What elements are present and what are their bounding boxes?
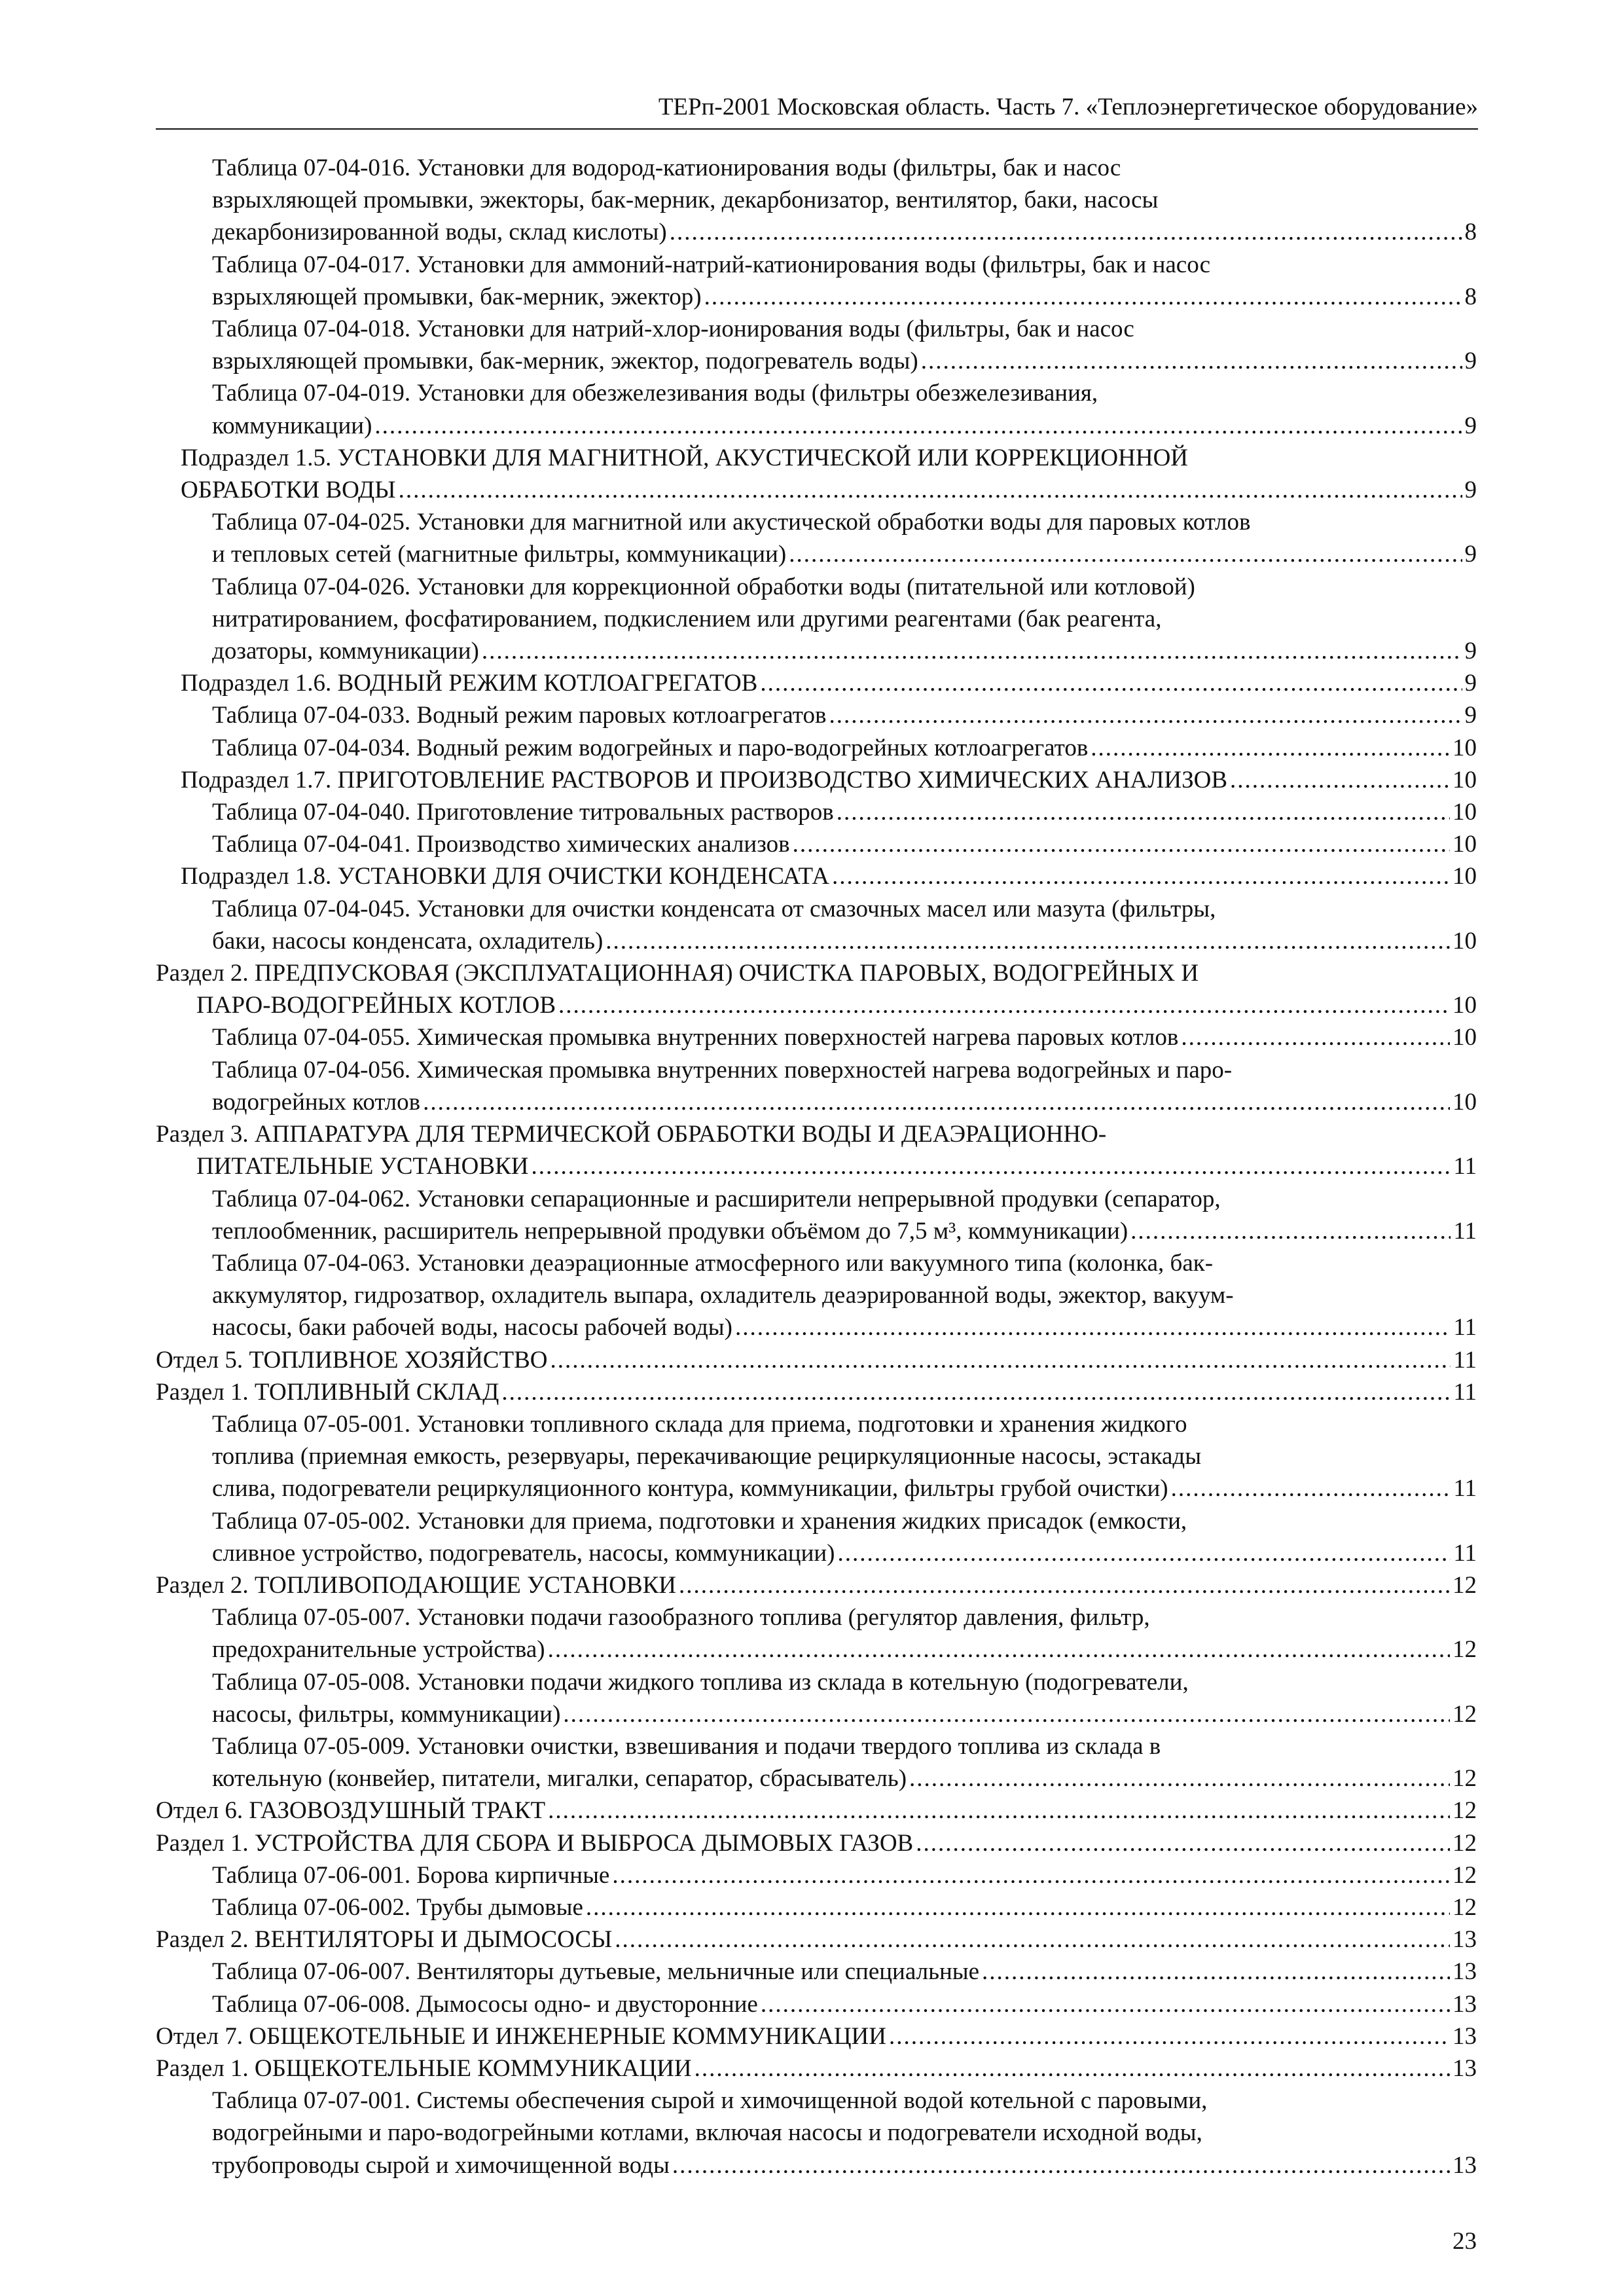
dot-leader <box>548 1795 1450 1827</box>
toc-entry-line: Подраздел 1.6. ВОДНЫЙ РЕЖИМ КОТЛОАГРЕГАТОВ <box>181 667 760 699</box>
toc-entry-line: Подраздел 1.5. УСТАНОВКИ ДЛЯ МАГНИТНОЙ, АКУСТИЧЕСКОЙ ИЛИ КОРРЕКЦИОННОЙ <box>181 444 1189 471</box>
toc-page-number: 12 <box>1450 1633 1477 1666</box>
toc-page-number: 13 <box>1450 2149 1477 2181</box>
toc-page-number: 11 <box>1451 1150 1477 1182</box>
dot-leader <box>501 1376 1451 1408</box>
dot-leader <box>837 796 1450 828</box>
toc-entry-line: Таблица 07-06-007. Вентиляторы дутьевые, мельничные или специальные <box>212 1956 982 1988</box>
toc-entry[interactable] <box>156 893 1477 957</box>
toc-page-number: 9 <box>1462 410 1477 442</box>
toc-page-number: 11 <box>1451 1537 1477 1569</box>
toc-page-number: 12 <box>1450 1827 1477 1859</box>
toc-entry-line: сливное устройство, подогреватель, насосы, коммуникации) <box>212 1537 838 1569</box>
toc-page-number: 12 <box>1450 1698 1477 1730</box>
toc-entry-line: Таблица 07-06-002. Трубы дымовые <box>212 1891 586 1923</box>
toc-entry-line: взрыхляющей промывки, бак-мерник, эжектор, подогреватель воды) <box>212 345 921 377</box>
dot-leader <box>838 1537 1451 1569</box>
dot-leader <box>1171 1472 1451 1504</box>
dot-leader <box>760 667 1462 699</box>
dot-leader <box>695 2052 1450 2085</box>
toc-page-number: 10 <box>1450 925 1477 957</box>
toc-entry-line: Таблица 07-04-034. Водный режим водогрейных и паро-водогрейных котлоагрегатов <box>212 732 1091 764</box>
toc-entry[interactable] <box>156 1730 1477 1795</box>
toc-entry-line: Таблица 07-05-002. Установки для приема, подготовки и хранения жидких присадок (емкости, <box>212 1507 1187 1535</box>
toc-entry-line: котельную (конвейер, питатели, мигалки, сепаратор, сбрасыватель) <box>212 1762 909 1795</box>
toc-entry[interactable] <box>156 1666 1477 1730</box>
toc-entry[interactable] <box>156 860 1477 892</box>
dot-leader <box>482 635 1462 667</box>
toc-entry[interactable] <box>156 796 1477 828</box>
toc-entry[interactable] <box>156 1247 1477 1344</box>
toc-entry-line: водогрейными и паро-водогрейными котлами, включая насосы и подогреватели исходной воды, <box>212 2119 1202 2147</box>
toc-entry[interactable] <box>156 1923 1477 1956</box>
toc-entry-line: Таблица 07-04-033. Водный режим паровых котлоагрегатов <box>212 699 829 731</box>
toc-page-number: 10 <box>1450 1086 1477 1118</box>
toc-page-number: 11 <box>1451 1215 1477 1247</box>
dot-leader <box>548 1633 1450 1666</box>
toc-page-number: 9 <box>1462 345 1477 377</box>
toc-entry-line: насосы, фильтры, коммуникации) <box>212 1698 563 1730</box>
toc-page-number: 10 <box>1450 989 1477 1021</box>
toc-entry[interactable] <box>156 1183 1477 1247</box>
toc-page-number: 10 <box>1450 764 1477 796</box>
toc-entry-line: дозаторы, коммуникации) <box>212 635 482 667</box>
toc-entry[interactable] <box>156 249 1477 313</box>
toc-entry-line: аккумулятор, гидрозатвор, охладитель выпара, охладитель деаэрированной воды, эжектор, вакуум- <box>212 1282 1234 1309</box>
toc-entry-line: Раздел 1. ОБЩЕКОТЕЛЬНЫЕ КОММУНИКАЦИИ <box>156 2052 695 2085</box>
dot-leader <box>916 1827 1450 1859</box>
toc-entry[interactable] <box>156 1408 1477 1505</box>
dot-leader <box>921 345 1462 377</box>
toc-entry-line: теплообменник, расширитель непрерывной продувки объёмом до 7,5 м³, коммуникации) <box>212 1215 1130 1247</box>
toc-entry-line: Таблица 07-05-008. Установки подачи жидкого топлива из склада в котельную (подогреватели, <box>212 1668 1189 1696</box>
toc-entry[interactable] <box>156 1118 1477 1182</box>
toc-page-number: 9 <box>1462 474 1477 506</box>
toc-entry-line: ОБРАБОТКИ ВОДЫ <box>181 474 399 506</box>
dot-leader <box>829 699 1462 731</box>
toc-page-number: 10 <box>1450 1021 1477 1053</box>
toc-entry[interactable] <box>156 1988 1477 2020</box>
toc-entry-line: Подраздел 1.7. ПРИГОТОВЛЕНИЕ РАСТВОРОВ И ПРОИЗВОДСТВО ХИМИЧЕСКИХ АНАЛИЗОВ <box>181 764 1230 796</box>
toc-entry[interactable] <box>156 1021 1477 1053</box>
dot-leader <box>672 2149 1450 2181</box>
toc-page-number: 10 <box>1450 732 1477 764</box>
dot-leader <box>423 1086 1450 1118</box>
toc-entry-line: Таблица 07-04-055. Химическая промывка внутренних поверхностей нагрева паровых котлов <box>212 1021 1181 1053</box>
toc-entry[interactable] <box>156 1956 1477 1988</box>
toc-entry[interactable] <box>156 1344 1477 1376</box>
toc-entry-line: Таблица 07-04-062. Установки сепарационные и расширители непрерывной продувки (сепаратор, <box>212 1185 1221 1212</box>
table-of-contents <box>156 152 1477 2181</box>
toc-entry-line: Раздел 2. ТОПЛИВОПОДАЮЩИЕ УСТАНОВКИ <box>156 1569 679 1601</box>
toc-page-number: 8 <box>1462 216 1477 248</box>
toc-entry-line: Отдел 7. ОБЩЕКОТЕЛЬНЫЕ И ИНЖЕНЕРНЫЕ КОММУНИКАЦИИ <box>156 2020 889 2052</box>
toc-entry[interactable] <box>156 667 1477 699</box>
toc-entry-line: Таблица 07-04-018. Установки для натрий-хлор-ионирования воды (фильтры, бак и насос <box>212 316 1134 343</box>
toc-entry[interactable] <box>156 571 1477 668</box>
toc-entry[interactable] <box>156 1859 1477 1891</box>
toc-entry-line: предохранительные устройства) <box>212 1633 548 1666</box>
toc-entry-line: трубопроводы сырой и химочищенной воды <box>212 2149 672 2181</box>
toc-entry-line: Подраздел 1.8. УСТАНОВКИ ДЛЯ ОЧИСТКИ КОНДЕНСАТА <box>181 860 832 892</box>
dot-leader <box>704 281 1462 313</box>
toc-page-number: 12 <box>1450 1891 1477 1923</box>
dot-leader <box>1181 1021 1450 1053</box>
toc-entry-line: Таблица 07-04-045. Установки для очистки конденсата от смазочных масел или мазута (фильтры, <box>212 895 1216 922</box>
toc-entry-line: Таблица 07-05-001. Установки топливного склада для приема, подготовки и хранения жидкого <box>212 1410 1187 1438</box>
toc-page-number: 10 <box>1450 860 1477 892</box>
toc-entry[interactable] <box>156 2085 1477 2181</box>
toc-entry[interactable] <box>156 699 1477 731</box>
toc-page-number: 9 <box>1462 635 1477 667</box>
toc-page-number: 11 <box>1451 1311 1477 1343</box>
toc-entry-line: Раздел 1. ТОПЛИВНЫЙ СКЛАД <box>156 1376 501 1408</box>
toc-entry-line: коммуникации) <box>212 410 374 442</box>
dot-leader <box>793 828 1450 860</box>
toc-entry-line: Таблица 07-04-019. Установки для обезжелезивания воды (фильтры обезжелезивания, <box>212 380 1098 407</box>
toc-entry[interactable] <box>156 1054 1477 1118</box>
toc-entry[interactable] <box>156 732 1477 764</box>
toc-entry[interactable] <box>156 957 1477 1021</box>
toc-entry-line: и тепловых сетей (магнитные фильтры, коммуникации) <box>212 538 789 570</box>
dot-leader <box>670 216 1462 248</box>
toc-entry-line: взрыхляющей промывки, бак-мерник, эжектор) <box>212 281 704 313</box>
toc-page-number: 9 <box>1462 667 1477 699</box>
toc-entry-line: Таблица 07-04-041. Производство химических анализов <box>212 828 793 860</box>
toc-entry-line: насосы, баки рабочей воды, насосы рабочей воды) <box>212 1311 735 1343</box>
toc-entry-line: слива, подогреватели рециркуляционного контура, коммуникации, фильтры грубой очистки) <box>212 1472 1171 1504</box>
dot-leader <box>550 1344 1451 1376</box>
dot-leader <box>982 1956 1450 1988</box>
toc-entry-line: водогрейных котлов <box>212 1086 423 1118</box>
toc-entry[interactable] <box>156 2052 1477 2085</box>
toc-entry-line: Раздел 1. УСТРОЙСТВА ДЛЯ СБОРА И ВЫБРОСА ДЫМОВЫХ ГАЗОВ <box>156 1827 916 1859</box>
toc-entry-line: Таблица 07-05-009. Установки очистки, взвешивания и подачи твердого топлива из склада в <box>212 1732 1161 1760</box>
toc-entry-line: Отдел 5. ТОПЛИВНОЕ ХОЗЯЙСТВО <box>156 1344 550 1376</box>
toc-entry-line: Таблица 07-06-001. Борова кирпичные <box>212 1859 612 1891</box>
toc-page-number: 12 <box>1450 1762 1477 1795</box>
toc-entry-line: Таблица 07-04-040. Приготовление титровальных растворов <box>212 796 837 828</box>
dot-leader <box>612 1859 1450 1891</box>
toc-entry-line: взрыхляющей промывки, эжекторы, бак-мерник, декарбонизатор, вентилятор, баки, насосы <box>212 187 1159 214</box>
toc-entry[interactable] <box>156 1795 1477 1827</box>
toc-page-number: 13 <box>1450 1923 1477 1956</box>
toc-page-number: 11 <box>1451 1376 1477 1408</box>
toc-entry[interactable] <box>156 1569 1477 1601</box>
toc-entry-line: Таблица 07-05-007. Установки подачи газообразного топлива (регулятор давления, фильтр, <box>212 1604 1150 1631</box>
toc-page-number: 13 <box>1450 2020 1477 2052</box>
toc-page-number: 12 <box>1450 1795 1477 1827</box>
toc-page-number: 12 <box>1450 1859 1477 1891</box>
page-number: 23 <box>1453 2228 1477 2255</box>
toc-entry[interactable] <box>156 828 1477 860</box>
toc-entry-line: Таблица 07-04-017. Установки для аммоний-натрий-катионирования воды (фильтры, бак и насос <box>212 251 1211 278</box>
toc-page-number: 11 <box>1451 1344 1477 1376</box>
toc-entry-line: Таблица 07-07-001. Системы обеспечения сырой и химочищенной водой котельной с паровыми, <box>212 2087 1208 2115</box>
toc-entry-line: Раздел 3. АППАРАТУРА ДЛЯ ТЕРМИЧЕСКОЙ ОБРАБОТКИ ВОДЫ И ДЕАЭРАЦИОННО- <box>156 1121 1107 1148</box>
dot-leader <box>1130 1215 1451 1247</box>
toc-entry-line: Таблица 07-04-063. Установки деаэрационные атмосферного или вакуумного типа (колонка, бак- <box>212 1249 1214 1277</box>
dot-leader <box>1230 764 1450 796</box>
toc-entry[interactable] <box>156 377 1477 441</box>
toc-entry-line: Таблица 07-04-026. Установки для коррекционной обработки воды (питательной или котловой) <box>212 573 1195 600</box>
toc-page-number: 12 <box>1450 1569 1477 1601</box>
dot-leader <box>563 1698 1450 1730</box>
toc-entry-line: ПАРО-ВОДОГРЕЙНЫХ КОТЛОВ <box>196 989 558 1021</box>
toc-entry-line: Раздел 2. ВЕНТИЛЯТОРЫ И ДЫМОСОСЫ <box>156 1923 615 1956</box>
dot-leader <box>789 538 1462 570</box>
toc-page-number: 13 <box>1450 1956 1477 1988</box>
toc-entry[interactable] <box>156 1601 1477 1666</box>
dot-leader <box>909 1762 1450 1795</box>
dot-leader <box>605 925 1450 957</box>
dot-leader <box>1091 732 1450 764</box>
dot-leader <box>399 474 1462 506</box>
toc-page-number: 11 <box>1451 1472 1477 1504</box>
toc-entry[interactable] <box>156 1891 1477 1923</box>
dot-leader <box>735 1311 1451 1343</box>
toc-entry-line: Таблица 07-04-056. Химическая промывка внутренних поверхностей нагрева водогрейных и паро- <box>212 1056 1233 1084</box>
toc-page-number: 10 <box>1450 796 1477 828</box>
dot-leader <box>679 1569 1450 1601</box>
toc-entry-line: Таблица 07-04-025. Установки для магнитной или акустической обработки воды для паровых котлов <box>212 509 1251 536</box>
dot-leader <box>586 1891 1450 1923</box>
toc-entry[interactable] <box>156 2020 1477 2052</box>
toc-entry-line: Таблица 07-04-016. Установки для водород-катионирования воды (фильтры, бак и насос <box>212 155 1121 181</box>
toc-entry[interactable] <box>156 442 1477 506</box>
running-header: ТЕРп-2001 Московская область. Часть 7. «Теплоэнергетическое оборудование» <box>658 94 1478 120</box>
toc-page-number: 10 <box>1450 828 1477 860</box>
toc-entry-line: топлива (приемная емкость, резервуары, перекачивающие рециркуляционные насосы, эстакады <box>212 1443 1202 1470</box>
toc-entry[interactable] <box>156 506 1477 570</box>
toc-entry[interactable] <box>156 1505 1477 1569</box>
toc-entry-line: Таблица 07-06-008. Дымососы одно- и двусторонние <box>212 1988 761 2020</box>
toc-entry[interactable] <box>156 152 1477 249</box>
toc-page-number: 13 <box>1450 1988 1477 2020</box>
toc-page-number: 8 <box>1462 281 1477 313</box>
toc-entry[interactable] <box>156 1827 1477 1859</box>
toc-entry-line: Раздел 2. ПРЕДПУСКОВАЯ (ЭКСПЛУАТАЦИОННАЯ) ОЧИСТКА ПАРОВЫХ, ВОДОГРЕЙНЫХ И <box>156 960 1199 987</box>
toc-page-number: 9 <box>1462 699 1477 731</box>
dot-leader <box>889 2020 1450 2052</box>
dot-leader <box>531 1150 1451 1182</box>
dot-leader <box>374 410 1462 442</box>
dot-leader <box>832 860 1450 892</box>
header-divider <box>156 128 1478 130</box>
toc-page-number: 9 <box>1462 538 1477 570</box>
toc-entry-line: ПИТАТЕЛЬНЫЕ УСТАНОВКИ <box>196 1150 531 1182</box>
dot-leader <box>558 989 1450 1021</box>
toc-entry-line: баки, насосы конденсата, охладитель) <box>212 925 605 957</box>
toc-entry[interactable] <box>156 313 1477 377</box>
toc-entry-line: Отдел 6. ГАЗОВОЗДУШНЫЙ ТРАКТ <box>156 1795 548 1827</box>
toc-entry-line: нитратированием, фосфатированием, подкислением или другими реагентами (бак реагента, <box>212 605 1162 632</box>
toc-entry[interactable] <box>156 1376 1477 1408</box>
dot-leader <box>615 1923 1450 1956</box>
dot-leader <box>761 1988 1450 2020</box>
toc-entry[interactable] <box>156 764 1477 796</box>
toc-page-number: 13 <box>1450 2052 1477 2085</box>
toc-entry-line: декарбонизированной воды, склад кислоты) <box>212 216 670 248</box>
